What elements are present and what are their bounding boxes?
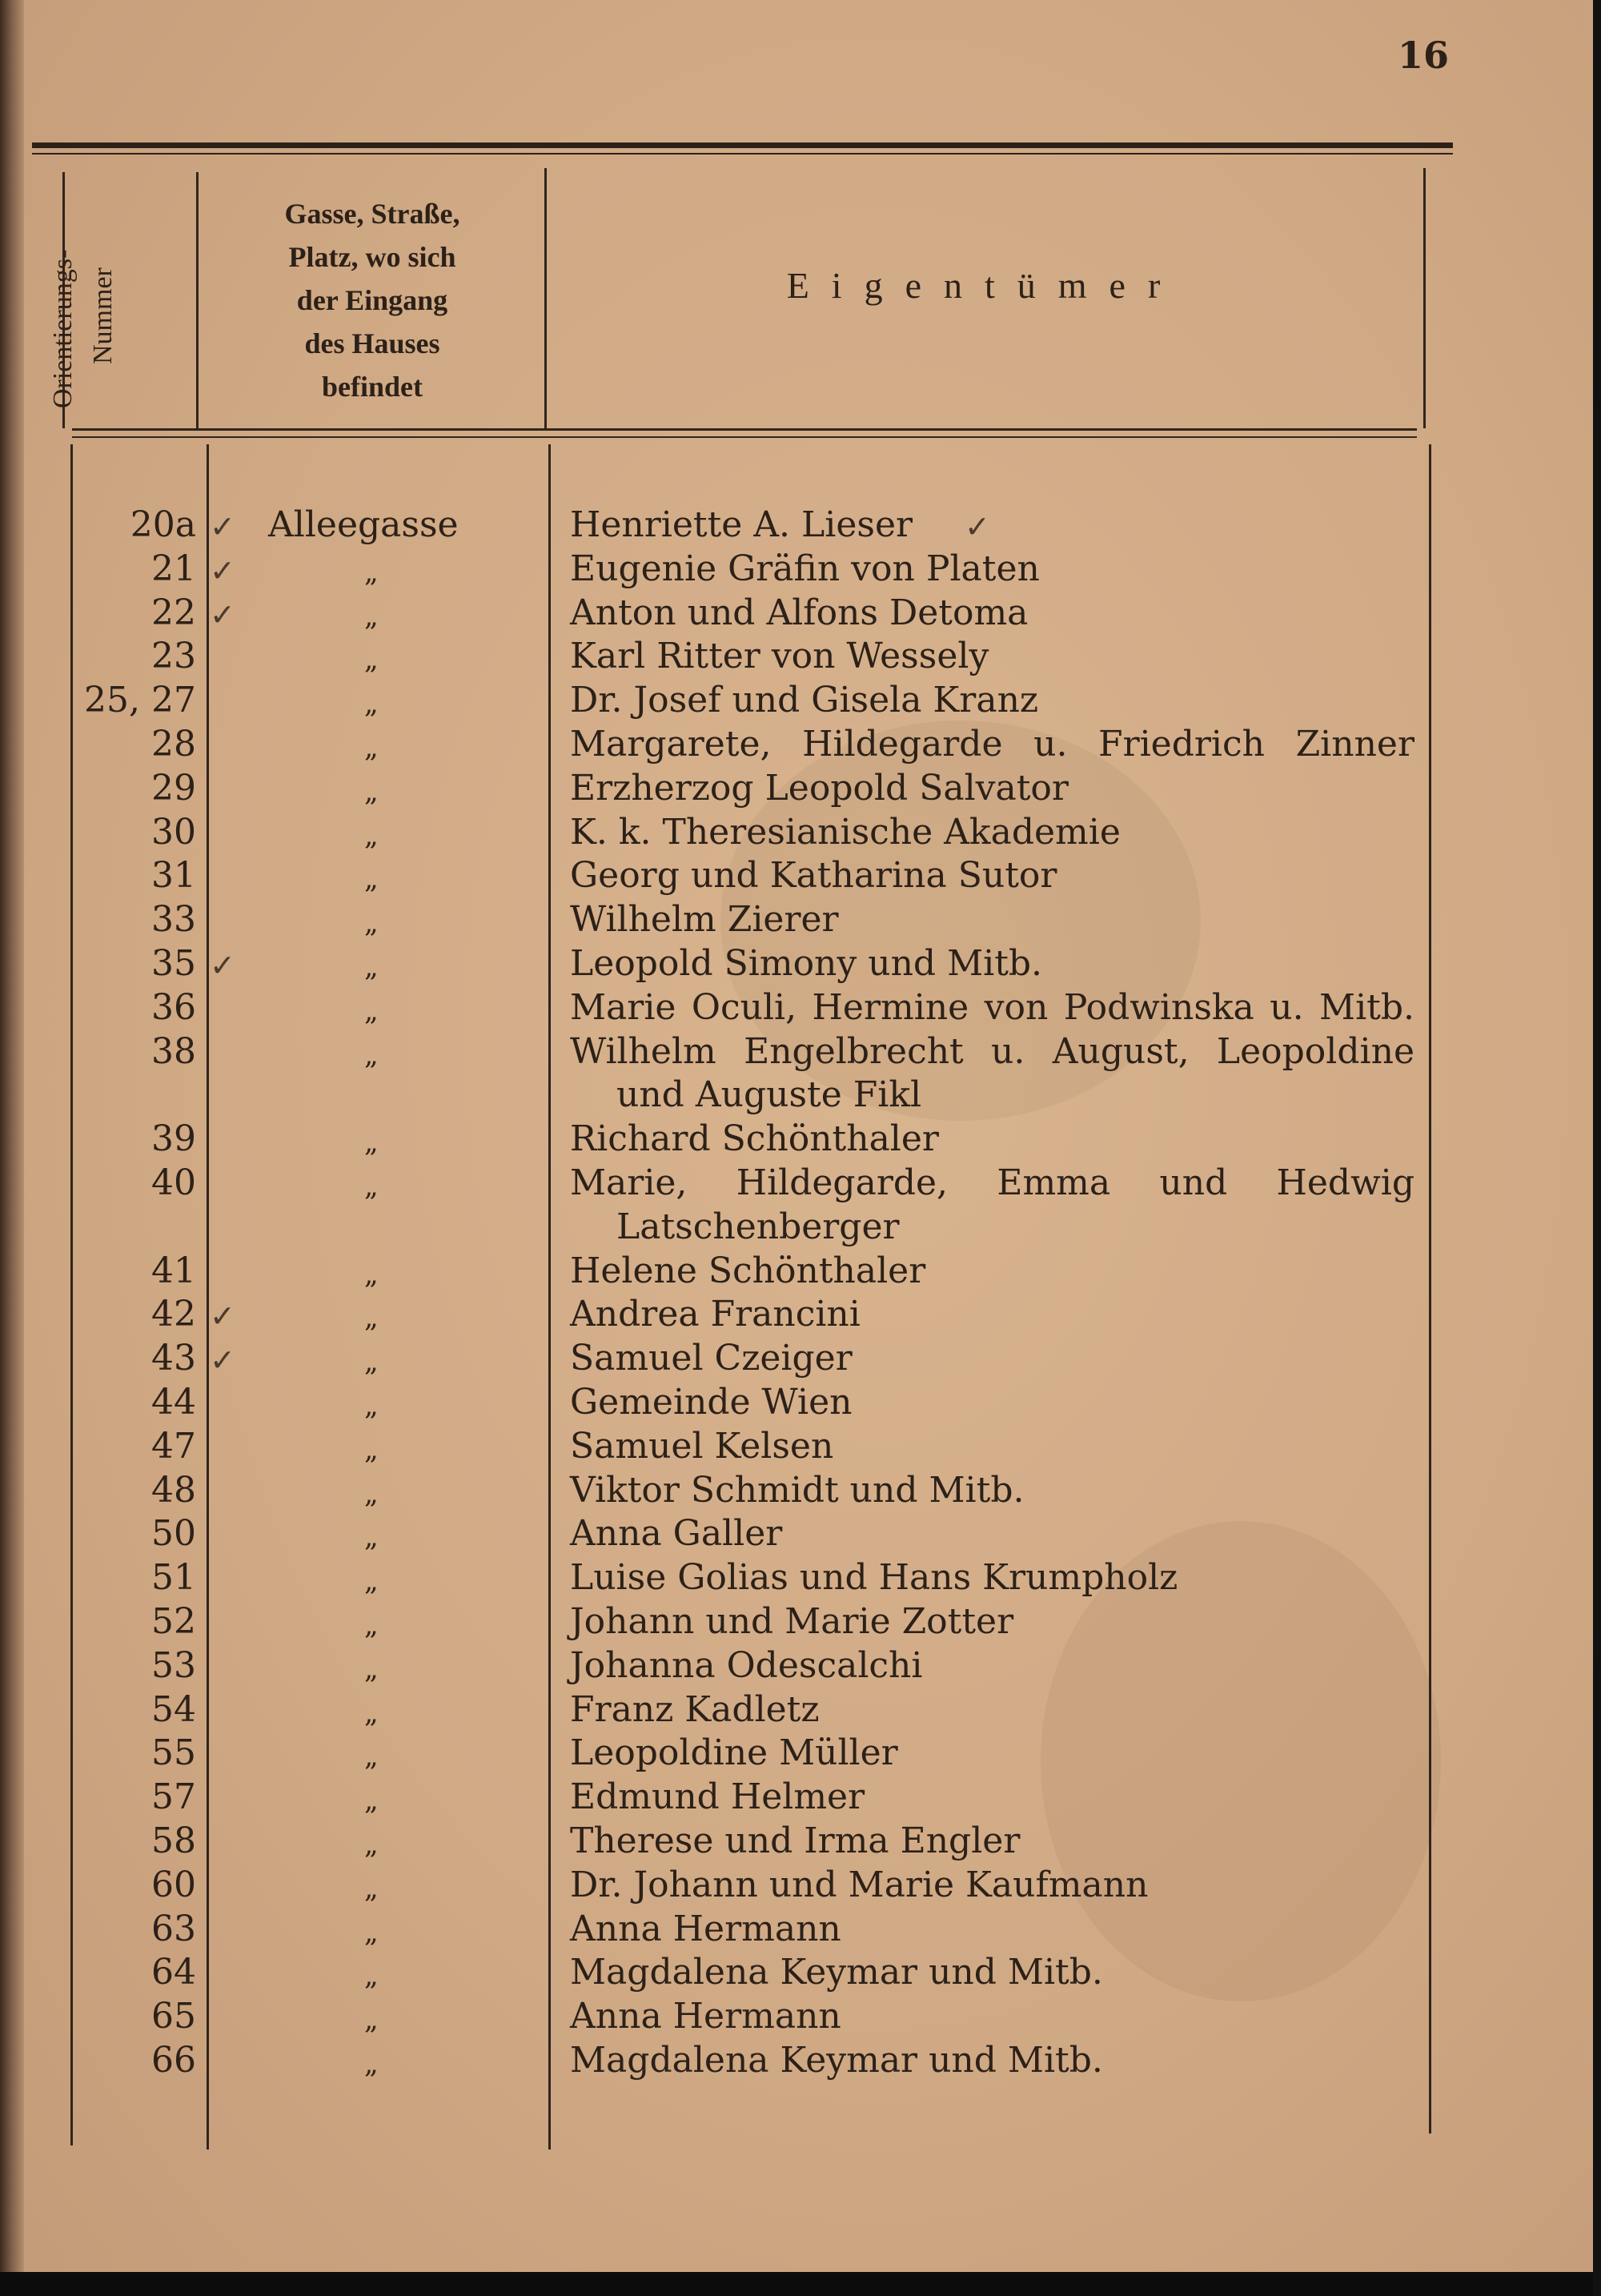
header-col2-line: Gasse, Straße, [284,198,460,230]
ditto-mark: „ [364,2004,379,2037]
owner-name: Anna Hermann [570,1996,841,2037]
table-row [0,2038,1441,2082]
table-row [0,1863,1441,1907]
orientation-number: 36 [151,986,196,1028]
owner-name: Richard Schönthaler [570,1118,939,1160]
ditto-mark: „ [364,863,379,896]
ditto-mark: „ [364,1126,379,1159]
ditto-mark: „ [364,1696,379,1729]
ditto-mark: „ [364,775,379,808]
street-name: Alleegasse [268,504,459,545]
orientation-number: 50 [151,1513,196,1555]
ditto-mark: „ [364,600,379,632]
owner-name: Viktor Schmidt und Mitb. [570,1469,1025,1511]
table-row [0,1424,1441,1468]
header-col2-line: der Eingang [296,284,448,316]
owner-name: Edmund Helmer [570,1776,865,1818]
orientation-number: 55 [151,1732,196,1774]
orientation-number: 21 [151,548,196,589]
owner-name: Wilhelm Zierer [570,899,839,941]
table-row [0,897,1441,941]
owner-name: Anton und Alfons Detoma [570,592,1029,633]
ditto-mark: „ [364,1960,379,1993]
owner-name: Johann und Marie Zotter [570,1601,1014,1642]
table-row [0,853,1441,897]
orientation-number: 41 [151,1250,196,1291]
orientation-number: 23 [151,636,196,677]
table-row-continuation [0,1073,1441,1117]
ditto-mark: „ [364,1609,379,1641]
header-rule-thin [32,153,1453,155]
owner-name: Marie Oculi, Hermine von Podwinska u. Mitb. [570,986,1414,1028]
table-row [0,722,1441,766]
owner-name: Karl Ritter von Wessely [570,636,989,677]
header-col1-line1: Orientierungs- [48,249,78,408]
table-row [0,1731,1441,1775]
table-row [0,1644,1441,1688]
table-row [0,547,1441,591]
ditto-mark: „ [364,819,379,852]
table-row [0,810,1441,854]
header-col2-line: des Hauses [304,327,440,359]
column-line [196,172,199,428]
owner-name: Gemeinde Wien [570,1382,853,1423]
orientation-number: 52 [151,1601,196,1642]
check-mark-icon: ✓ [210,509,235,544]
ditto-mark: „ [364,1258,379,1290]
orientation-number: 39 [151,1118,196,1160]
orientation-number: 47 [151,1425,196,1467]
owner-name: Anna Galler [570,1513,783,1555]
table-row [0,1907,1441,1951]
owner-name: Margarete, Hildegarde u. Friedrich Zinner [570,724,1414,765]
table-row [0,1600,1441,1644]
table-row [0,1555,1441,1600]
ditto-mark: „ [364,556,379,588]
orientation-number: 22 [151,592,196,633]
header-bottom-rule [72,436,1417,438]
table-row [0,1161,1441,1205]
table-row [0,1030,1441,1074]
orientation-number: 63 [151,1908,196,1949]
orientation-number: 65 [151,1996,196,2037]
orientation-number: 66 [151,2040,196,2081]
owner-name: Dr. Johann und Marie Kaufmann [570,1864,1149,1905]
orientation-number: 30 [151,811,196,853]
orientation-number: 53 [151,1644,196,1686]
owner-name: Samuel Kelsen [570,1425,834,1467]
header-col1-line2: Nummer [88,267,118,364]
table-row [0,591,1441,635]
orientation-number: 25, 27 [84,680,196,721]
orientation-number: 44 [151,1382,196,1423]
ditto-mark: „ [364,1038,379,1071]
orientation-number: 28 [151,724,196,765]
owner-name-continued: Latschenberger [616,1206,900,1247]
orientation-number: 51 [151,1557,196,1599]
table-row [0,634,1441,678]
header-owner: Eigentümer [786,265,1183,306]
ditto-mark: „ [364,1433,379,1466]
table-row [0,1511,1441,1555]
table-row [0,1819,1441,1863]
owner-name: Johanna Odescalchi [570,1644,923,1686]
header-col2-line: Platz, wo sich [288,241,456,273]
orientation-number: 43 [151,1338,196,1379]
owner-name: Henriette A. Lieser [570,504,913,545]
check-mark-icon: ✓ [210,1343,235,1379]
check-mark-icon: ✓ [210,552,235,588]
owner-name: Magdalena Keymar und Mitb. [570,1952,1103,1993]
owner-name: Marie, Hildegarde, Emma und Hedwig [570,1162,1414,1203]
orientation-number: 64 [151,1952,196,1993]
table-row [0,1117,1441,1161]
table-row [0,941,1441,985]
scan-edge [0,2272,1593,2296]
orientation-number: 20a [130,504,196,545]
owner-name: Wilhelm Engelbrecht u. August, Leopoldine [570,1030,1414,1072]
header-col2-line: befindet [322,371,423,403]
orientation-number: 48 [151,1469,196,1511]
orientation-number: 40 [151,1162,196,1203]
table-row [0,985,1441,1030]
table-row-continuation [0,1205,1441,1249]
owner-name: Franz Kadletz [570,1688,820,1730]
orientation-number: 58 [151,1820,196,1861]
header-bottom-rule [72,428,1417,431]
table-row [0,1688,1441,1732]
ditto-mark: „ [364,994,379,1027]
table-row [0,1775,1441,1819]
ditto-mark: „ [364,1652,379,1685]
ditto-mark: „ [364,1477,379,1510]
check-mark-icon: ✓ [210,1299,235,1335]
ditto-mark: „ [364,1916,379,1949]
owner-name: Helene Schönthaler [570,1250,926,1291]
ditto-mark: „ [364,1521,379,1554]
check-mark-icon: ✓ [965,509,990,544]
owner-name: K. k. Theresianische Akademie [570,811,1121,853]
ditto-mark: „ [364,1784,379,1817]
orientation-number: 60 [151,1864,196,1905]
ditto-mark: „ [364,688,379,721]
ditto-mark: „ [364,1346,379,1379]
orientation-number: 29 [151,767,196,809]
owner-name: Anna Hermann [570,1908,841,1949]
table-row [0,1336,1441,1380]
table-row [0,1994,1441,2038]
ditto-mark: „ [364,1872,379,1905]
ditto-mark: „ [364,1828,379,1860]
ditto-mark: „ [364,951,379,983]
owner-name: Luise Golias und Hans Krumpholz [570,1557,1178,1599]
table-row [0,678,1441,722]
owner-name: Erzherzog Leopold Salvator [570,767,1069,809]
ditto-mark: „ [364,907,379,940]
ditto-mark: „ [364,732,379,764]
orientation-number: 57 [151,1776,196,1818]
owner-name: Eugenie Gräfin von Platen [570,548,1040,589]
ditto-mark: „ [364,1170,379,1202]
ditto-mark: „ [364,2048,379,2080]
table-row [0,766,1441,810]
header-rule-thick [32,142,1453,148]
header-street [204,192,540,408]
owner-name: Samuel Czeiger [570,1338,853,1379]
table-row [0,1249,1441,1293]
orientation-number: 42 [151,1294,196,1335]
owner-name: Therese und Irma Engler [570,1820,1021,1861]
owner-name: Leopoldine Müller [570,1732,898,1774]
owner-name: Leopold Simony und Mitb. [570,943,1043,984]
table-row [0,1468,1441,1512]
ditto-mark: „ [364,1302,379,1335]
check-mark-icon: ✓ [210,596,235,632]
ditto-mark: „ [364,1565,379,1598]
owner-name: Georg und Katharina Sutor [570,855,1057,897]
orientation-number: 54 [151,1688,196,1730]
orientation-number: 35 [151,943,196,984]
owner-name-continued: und Auguste Fikl [616,1074,922,1116]
ditto-mark: „ [364,1390,379,1422]
owner-name: Magdalena Keymar und Mitb. [570,2040,1103,2081]
orientation-number: 33 [151,899,196,941]
header-orientation-number [48,172,184,412]
check-mark-icon: ✓ [210,948,235,983]
orientation-number: 38 [151,1030,196,1072]
orientation-number: 31 [151,855,196,897]
ditto-mark: „ [364,1740,379,1773]
table-row [0,503,1441,547]
owner-name: Dr. Josef und Gisela Kranz [570,680,1039,721]
table-row [0,1950,1441,1994]
table-row [0,1292,1441,1336]
page-number: 16 [1397,34,1449,77]
table-row [0,1380,1441,1424]
ditto-mark: „ [364,644,379,676]
owner-name: Andrea Francini [570,1294,861,1335]
